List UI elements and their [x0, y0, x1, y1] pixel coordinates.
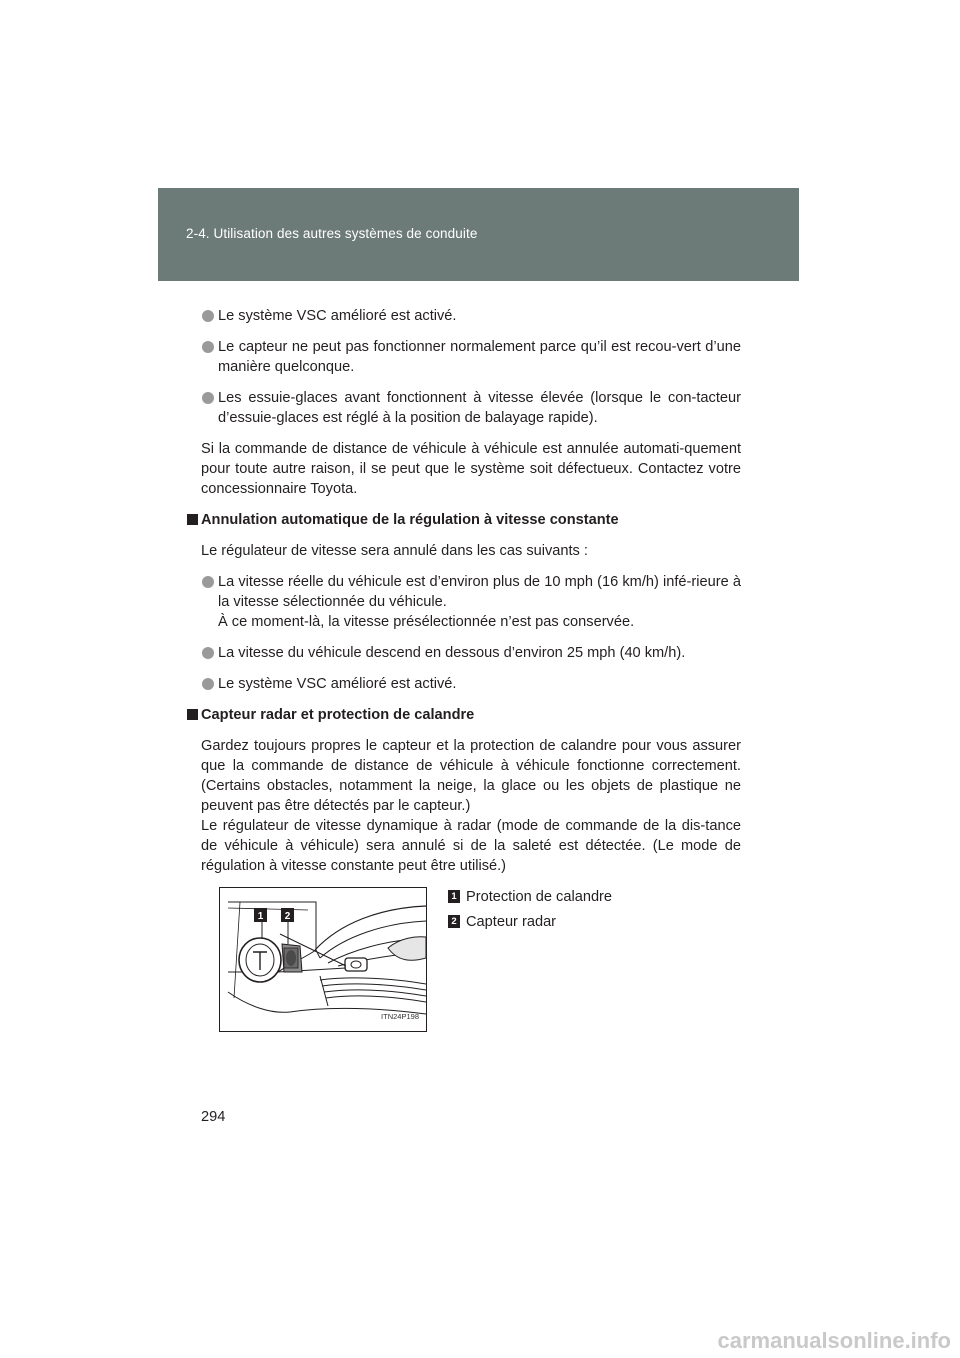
legend-label: Capteur radar	[466, 914, 557, 930]
bullet-icon	[202, 341, 214, 353]
figure-callout-1: 1	[257, 911, 264, 922]
bullet-text: Le système VSC amélioré est activé.	[218, 308, 457, 324]
figure-callout-2: 2	[284, 911, 291, 922]
watermark-link[interactable]: carmanualsonline.info	[717, 1328, 951, 1353]
bullet-icon	[202, 678, 214, 690]
bullet-text: La vitesse réelle du véhicule est d’environ plus de 10 mph (16 km/h) infé-rieure à la vitesse sélectionnée du véhicule.	[218, 574, 741, 610]
bullet-text: La vitesse du véhicule descend en dessous d’environ 25 mph (40 km/h).	[218, 645, 686, 661]
legend-item	[448, 912, 612, 932]
bullet-text: Les essuie-glaces avant fonctionnent à vitesse élevée (lorsque le con-tacteur d’essuie-glaces est réglé à la position de balayage rapide).	[218, 390, 741, 426]
figure-legend	[448, 887, 612, 937]
bullet-text: Le système VSC amélioré est activé.	[218, 676, 457, 692]
number-badge: 2	[448, 915, 460, 928]
section-heading	[186, 705, 741, 725]
bullet-extra-text: À ce moment-là, la vitesse présélectionnée n’est pas conservée.	[218, 614, 635, 630]
list-item	[201, 306, 741, 326]
legend-label: Protection de calandre	[466, 889, 613, 905]
page-content	[201, 306, 741, 1037]
bullet-icon	[202, 576, 214, 588]
list-item	[201, 572, 741, 632]
intro-note: Si la commande de distance de véhicule à véhicule est annulée automati-quement pour toute autre raison, il se peut que le système soit défectueux. Contactez votre concessionnaire Toyota.	[201, 441, 741, 497]
section-header-band	[158, 188, 799, 281]
section-heading	[186, 510, 741, 530]
radar-sensor-illustration	[219, 887, 427, 1032]
bullet-icon	[202, 392, 214, 404]
bullet-icon	[202, 310, 214, 322]
square-bullet-icon	[187, 709, 198, 720]
figure-block	[201, 887, 741, 1037]
list-item	[201, 337, 741, 377]
section-intro: Le régulateur de vitesse sera annulé dans les cas suivants :	[201, 543, 588, 559]
section-heading-text: Annulation automatique de la régulation à vitesse constante	[201, 512, 619, 528]
list-item	[201, 643, 741, 663]
figure-code: ITN24P198	[381, 1012, 419, 1021]
section-paragraph: Le régulateur de vitesse dynamique à radar (mode de commande de la dis-tance de véhicule à véhicule) sera annulé si de la saleté est détectée. (Le mode de régulation à vitesse constante peut être utilisé.)	[201, 818, 741, 874]
list-item	[201, 388, 741, 428]
number-badge: 1	[448, 890, 460, 903]
bullet-icon	[202, 647, 214, 659]
page-number: 294	[201, 1109, 226, 1125]
section-heading-text: Capteur radar et protection de calandre	[201, 707, 475, 723]
bullet-text: Le capteur ne peut pas fonctionner normalement parce qu’il est recou-vert d’une manière quelconque.	[218, 339, 741, 375]
legend-item	[448, 887, 612, 907]
square-bullet-icon	[187, 514, 198, 525]
section-title: 2-4. Utilisation des autres systèmes de conduite	[186, 226, 478, 241]
list-item	[201, 674, 741, 694]
section-paragraph: Gardez toujours propres le capteur et la protection de calandre pour vous assurer que la commande de distance de véhicule à véhicule fonctionne correctement. (Certains obstacles, notamment la neige, la glace ou les objets de plastique ne peuvent pas être détectés par le capteur.)	[201, 738, 741, 814]
